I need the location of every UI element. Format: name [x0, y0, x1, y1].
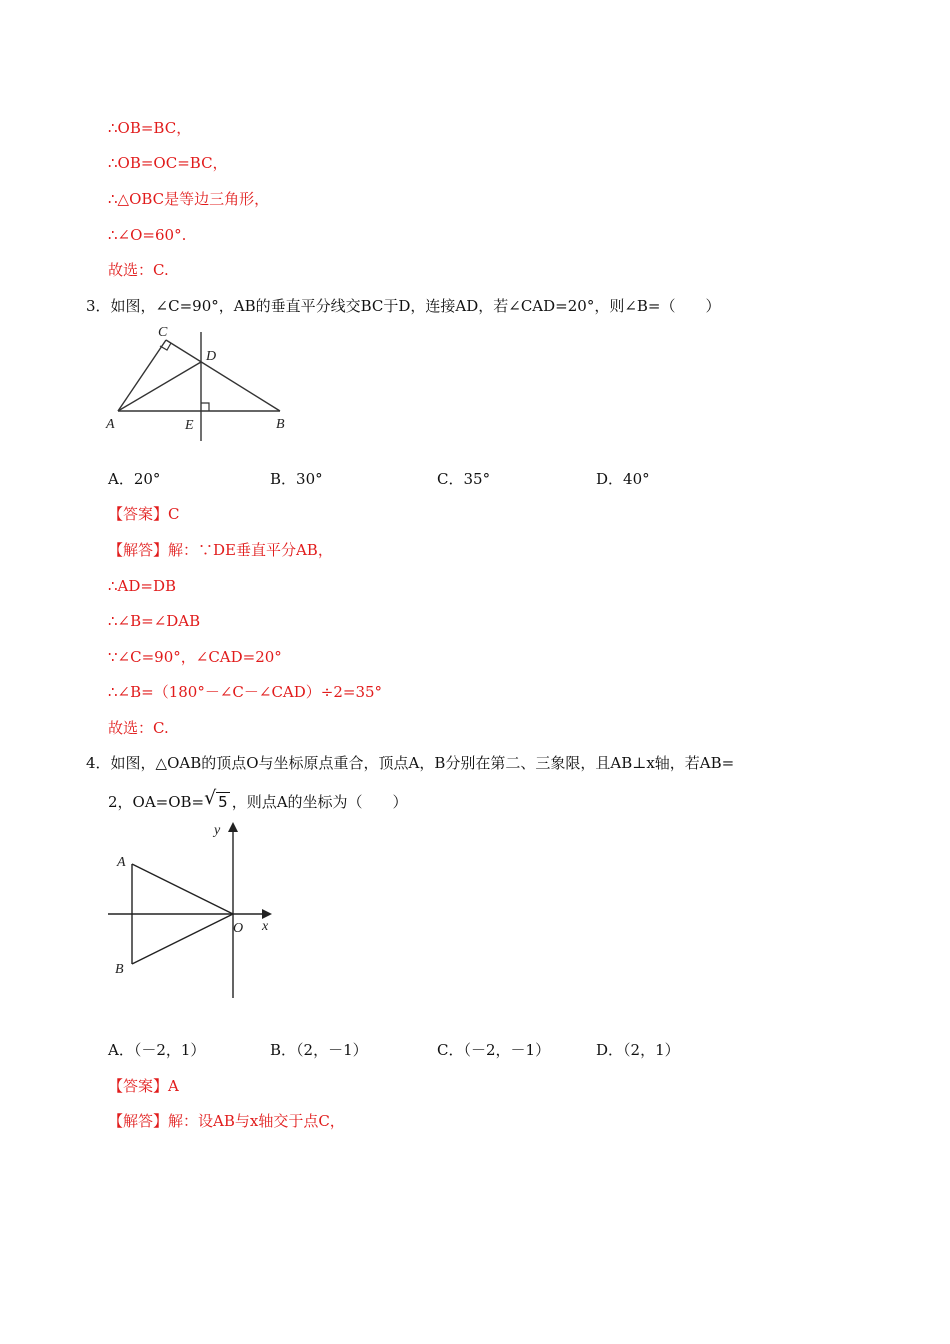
q3-option-d: D．40° [596, 470, 650, 488]
q3-solution-line-1: 【解答】解：∵DE垂直平分AB， [108, 541, 333, 559]
q4-stem-line-2 [108, 787, 408, 812]
q4-figure [100, 818, 290, 1003]
sqrt-sign: √ [204, 787, 217, 809]
q3-segment-ad [118, 362, 201, 411]
q4-option-c: C．（－2，－1） [437, 1041, 551, 1059]
q4-option-b: B．（2，－1） [270, 1041, 368, 1059]
q4-solution-line-1: 【解答】解：设AB与x轴交于点C， [108, 1112, 345, 1130]
prev-solution-line-2: ∴OB=OC=BC， [108, 154, 228, 172]
q3-stem: 3．如图，∠C=90°，AB的垂直平分线交BC于D，连接AD，若∠CAD=20°，则∠B=（ ） [86, 297, 721, 315]
q3-segment-cb [166, 340, 280, 411]
q3-figure [100, 320, 300, 445]
q3-label-d: D [206, 349, 217, 364]
q3-right-angle-e [201, 403, 209, 411]
prev-solution-line-1: ∴OB=BC， [108, 119, 192, 137]
q3-right-angle-c [160, 343, 171, 350]
q4-stem-part-a: 2，OA=OB= [108, 793, 205, 811]
q3-solution-line-3: ∴∠B=∠DAB [108, 612, 201, 630]
q3-solution-line-4: ∵∠C=90°，∠CAD=20° [108, 648, 282, 666]
prev-solution-line-4: ∴∠O=60°. [108, 226, 187, 244]
prev-solution-line-5: 故选：C. [108, 261, 169, 279]
q4-label-b: B [115, 962, 124, 977]
q4-segment-oa [132, 864, 233, 914]
q4-label-a: A [117, 855, 126, 870]
q4-stem-part-b: ，则点A的坐标为（ ） [231, 793, 408, 811]
q3-option-a: A．20° [108, 470, 161, 488]
prev-solution-line-3: ∴△OBC是等边三角形， [108, 190, 270, 208]
q3-answer: 【答案】C [108, 505, 180, 523]
q3-segment-ac [118, 340, 166, 411]
q3-solution-line-6: 故选：C. [108, 719, 169, 737]
q4-label-o: O [233, 921, 244, 936]
q3-label-c: C [158, 325, 168, 340]
q4-stem-line-1: 4．如图，△OAB的顶点O与坐标原点重合，顶点A，B分别在第二、三象限，且AB⊥x轴，若AB= [86, 754, 735, 772]
q4-label-y: y [214, 823, 221, 838]
q3-label-e: E [185, 418, 194, 433]
q3-label-b: B [276, 417, 285, 432]
q3-solution-line-2: ∴AD=DB [108, 577, 177, 595]
q4-option-d: D．（2，1） [596, 1041, 680, 1059]
q3-option-b: B．30° [270, 470, 323, 488]
q3-label-a: A [106, 417, 115, 432]
sqrt-radicand: 5 [218, 793, 228, 811]
q4-label-x: x [262, 919, 269, 934]
q3-solution-line-5: ∴∠B=（180°－∠C－∠CAD）÷2=35° [108, 683, 383, 701]
sqrt-expression [204, 787, 230, 812]
q4-segment-ob [132, 914, 233, 964]
q3-option-c: C．35° [437, 470, 491, 488]
q4-option-a: A．（－2，1） [108, 1041, 206, 1059]
q4-answer: 【答案】A [108, 1077, 179, 1095]
